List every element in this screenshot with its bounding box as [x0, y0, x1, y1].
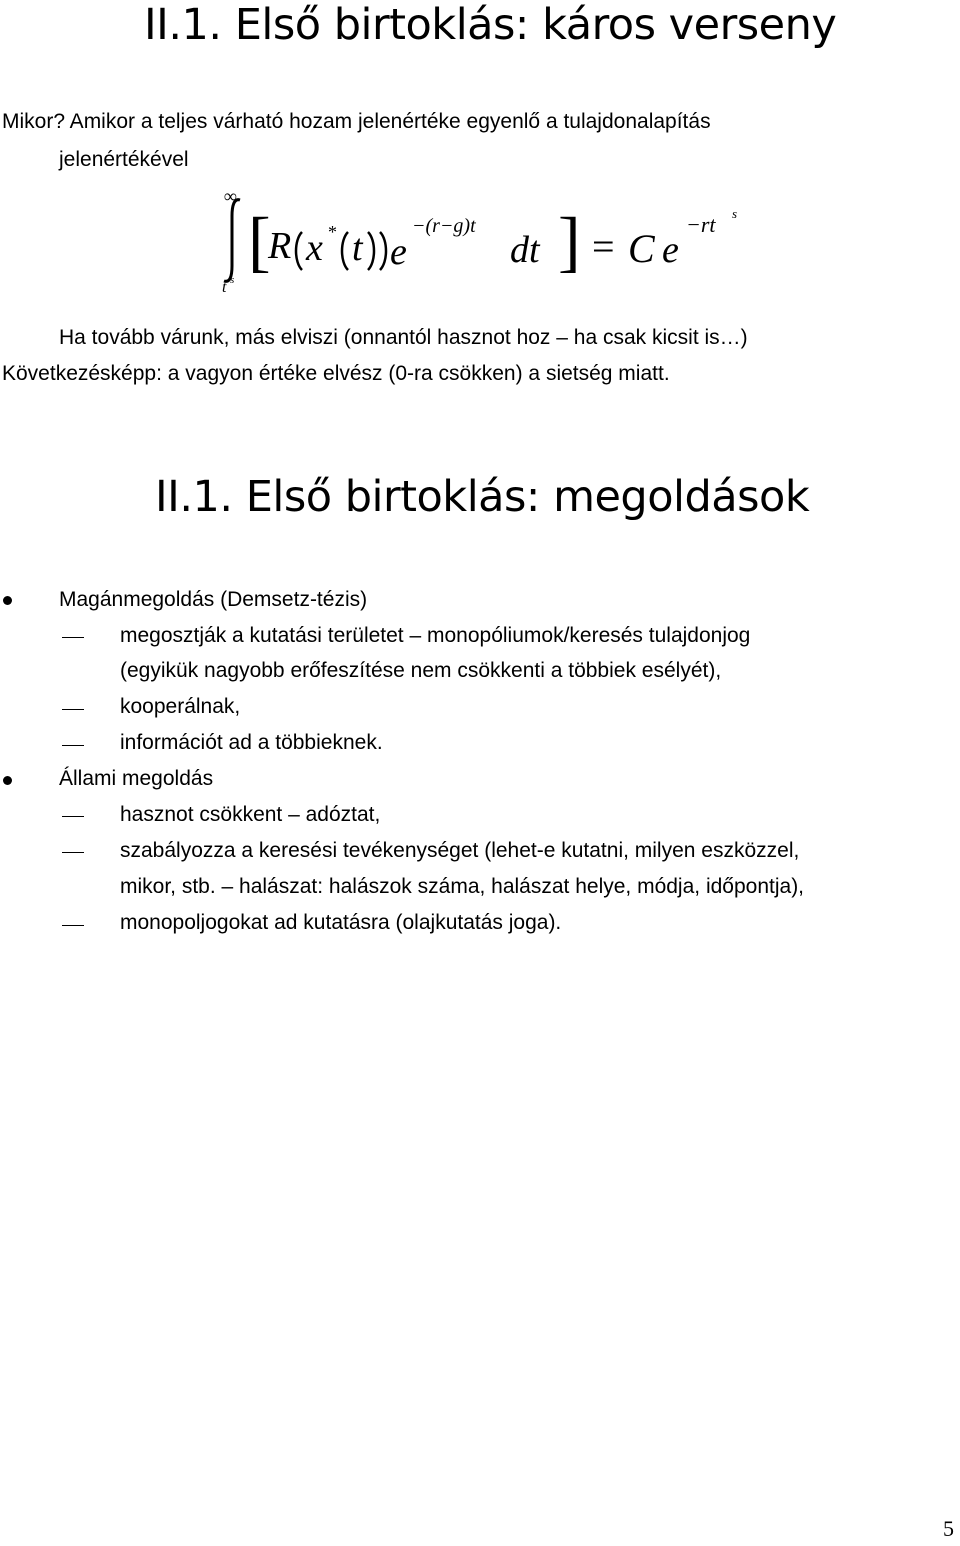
consequence-text-line-1: Ha tovább várunk, más elviszi (onnantól hasznot hoz – ha csak kicsit is…)	[59, 326, 748, 349]
page-number: 5	[943, 1516, 954, 1541]
list-item-state-2-cont: mikor, stb. – halászat: halászok száma, halászat helye, módja, időpontja),	[120, 875, 805, 898]
section-title-harmful-competition: II.1. Első birtoklás: káros verseny	[144, 0, 837, 50]
list-item-state-2: szabályozza a keresési tevékenységet (lehet-e kutatni, milyen eszközzel,	[120, 839, 800, 862]
formula-C: C	[628, 226, 655, 271]
dash-icon	[62, 709, 84, 710]
formula-close-bracket: ]	[558, 203, 581, 279]
formula-exponent: −(r−g)t	[412, 215, 476, 237]
formula-paren-close-inner	[368, 232, 374, 270]
section-title-solutions: II.1. Első birtoklás: megoldások	[155, 472, 810, 522]
bullet-icon	[3, 596, 12, 605]
formula-star: *	[328, 222, 337, 242]
dash-icon	[62, 745, 84, 746]
dash-icon	[62, 816, 84, 817]
list-item-private-2: kooperálnak,	[120, 695, 241, 718]
formula-open-bracket: [	[248, 203, 271, 279]
formula-integral-lower-sup: s	[230, 274, 235, 286]
formula-rhs-exponent: −rt	[686, 212, 716, 237]
intro-text-line-1: Mikor? Amikor a teljes várható hozam jelenértéke egyenlő a tulajdonalapítás	[2, 110, 711, 133]
formula-paren-close-outer	[380, 232, 386, 270]
formula-integral-upper: ∞	[224, 186, 237, 206]
formula-x: x	[306, 227, 323, 269]
dash-icon	[62, 637, 84, 638]
dash-icon	[62, 925, 84, 926]
formula-R: R	[268, 225, 292, 267]
formula-integral-sign	[224, 200, 240, 282]
formula-equals: =	[592, 224, 615, 269]
bullet-icon	[3, 776, 12, 785]
formula-paren-open-outer	[296, 232, 302, 270]
formula-rhs-e: e	[662, 229, 679, 271]
bullet-private-solution: Magánmegoldás (Demsetz-tézis)	[59, 588, 368, 611]
formula-paren-open-inner	[342, 232, 348, 270]
list-item-private-1-cont: (egyikük nagyobb erőfeszítése nem csökkenti a többiek esélyét),	[120, 659, 722, 682]
intro-text-line-2: jelenértékével	[59, 148, 189, 171]
list-item-state-1: hasznot csökkent – adóztat,	[120, 803, 381, 826]
list-item-private-3: információt ad a többieknek.	[120, 731, 383, 754]
list-item-private-1: megosztják a kutatási területet – monopóliumok/keresés tulajdonjog	[120, 624, 751, 647]
consequence-text-line-2: Következésképp: a vagyon értéke elvész (0-ra csökken) a sietség miatt.	[2, 362, 670, 385]
list-item-state-3: monopoljogokat ad kutatásra (olajkutatás joga).	[120, 911, 562, 934]
dash-icon	[62, 852, 84, 853]
formula-e: e	[390, 231, 407, 273]
bullet-state-solution: Állami megoldás	[59, 767, 214, 790]
formula-rhs-sup: s	[732, 206, 738, 221]
present-value-formula	[218, 186, 758, 300]
formula-dt: dt	[510, 229, 540, 271]
formula-t: t	[352, 227, 363, 269]
formula-integral-lower: t	[222, 279, 227, 296]
